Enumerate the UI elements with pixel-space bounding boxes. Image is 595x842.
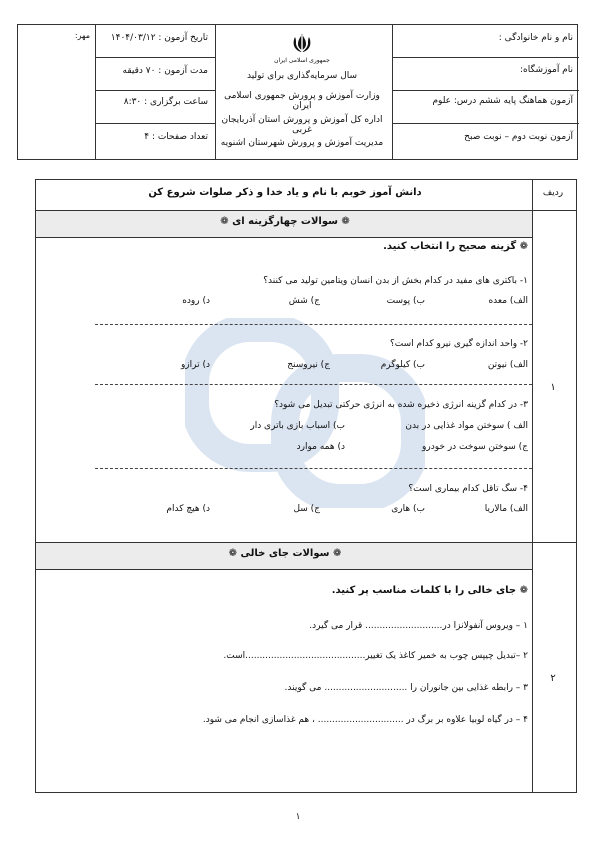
iran-emblem-icon	[291, 32, 313, 56]
header-divider	[95, 123, 215, 124]
header-divider	[95, 90, 215, 91]
exam-shift: آزمون نوبت دوم – نوبت صبح	[464, 132, 573, 142]
option[interactable]: د) هیچ کدام	[166, 504, 210, 514]
county-office: مدیریت آموزش و پرورش شهرستان اشنویه	[220, 138, 384, 148]
section1-title: ❁ سوالات چهارگزینه ای ❁	[220, 216, 350, 227]
section1-instruction: ❁ گزینه صحیح را انتخاب کنید.	[383, 241, 528, 252]
option[interactable]: ب) اسباب بازی باتری دار	[250, 421, 345, 431]
option[interactable]: ج) شش	[288, 296, 320, 306]
option[interactable]: د) روده	[182, 296, 210, 306]
row-number: ۱	[550, 382, 556, 393]
question-separator	[95, 324, 532, 325]
header-divider	[392, 90, 579, 91]
exam-duration: مدت آزمون : ۷۰ دقیقه	[122, 66, 208, 76]
option[interactable]: الف) مالاریا	[484, 504, 528, 514]
fill-blank-item[interactable]: ۴ – در گیاه لوبیا علاوه بر برگ در .............................. ، هم غذاسازی انجام می شود.	[202, 715, 528, 725]
fill-blank-item[interactable]: ۲ –تبدیل چیپس چوب به خمیر کاغذ یک تغییر..........................................است.	[223, 651, 528, 661]
question-separator	[95, 384, 532, 385]
option[interactable]: د) ترازو	[180, 360, 210, 370]
row-column-header: ردیف	[542, 188, 564, 198]
option[interactable]: الف) نیوتن	[487, 360, 528, 370]
option[interactable]: ب) کیلوگرم	[380, 360, 425, 370]
option[interactable]: الف) معده	[488, 296, 528, 306]
intro-text: دانش آموز خوبم با نام و یاد خدا و ذکر صلوات شروع کن	[148, 187, 422, 198]
fill-blank-item[interactable]: ۱ – ویروس آنفولانزا در........................... قرار می گیرد.	[309, 621, 528, 631]
section2-title: ❁ سوالات جای خالی ❁	[228, 548, 342, 559]
province-office: اداره کل آموزش و پرورش استان آذربایجان غربی	[221, 115, 383, 135]
fill-blank-item[interactable]: ۳ – رابطه غذایی بین جانوران را ............................. می گویند.	[284, 683, 528, 693]
header-divider	[392, 57, 579, 58]
option[interactable]: ج) نیروسنج	[287, 360, 330, 370]
motto: سال سرمایه‌گذاری برای تولید	[246, 71, 358, 81]
school-name-field[interactable]: نام آموزشگاه:	[520, 65, 573, 75]
ministry: وزارت آموزش و پرورش جمهوری اسلامی ایران	[224, 91, 380, 111]
option[interactable]: ب) پوست	[386, 296, 425, 306]
option[interactable]: الف ) سوختن مواد غذایی در بدن	[405, 421, 528, 431]
page-count: تعداد صفحات : ۴	[144, 132, 208, 142]
option[interactable]: ج) سل	[293, 504, 320, 514]
exam-date: تاریخ آزمون : ۱۴۰۴/۰۳/۱۲	[110, 33, 208, 43]
header-divider	[392, 123, 579, 124]
header-divider	[95, 57, 215, 58]
option[interactable]: د) همه موارد	[296, 442, 345, 452]
section2-instruction: ❁ جای خالی را با کلمات مناسب پر کنید.	[331, 585, 528, 596]
question-3: ۳- در کدام گزینه انرژی ذخیره شده به انرژی حرکتی تبدیل می شود؟	[274, 400, 528, 410]
exam-time: ساعت برگزاری : ۸:۳۰	[123, 97, 208, 107]
option[interactable]: ب) هاری	[391, 504, 425, 514]
stamp-label: مهر:	[74, 31, 90, 40]
emblem-caption: جمهوری اسلامی ایران	[274, 57, 330, 64]
page-number: ۱	[295, 812, 301, 822]
row-number: ۲	[550, 673, 556, 684]
question-4: ۴- سگ تاقل کدام بیماری است؟	[408, 484, 528, 494]
row-divider	[532, 210, 576, 211]
row-column-divider	[532, 180, 533, 792]
exam-subject: آزمون هماهنگ پایه ششم درس: علوم	[432, 96, 573, 106]
question-2: ۲- واحد اندازه گیری نیرو کدام است؟	[390, 339, 528, 349]
question-1: ۱- باکتری های مفید در کدام بخش از بدن انسان ویتامین تولید می کنند؟	[263, 276, 528, 286]
option[interactable]: ج) سوختن سوخت در خودرو	[422, 442, 528, 452]
student-name-field[interactable]: نام و نام خانوادگی :	[498, 33, 573, 43]
question-separator	[95, 468, 532, 469]
